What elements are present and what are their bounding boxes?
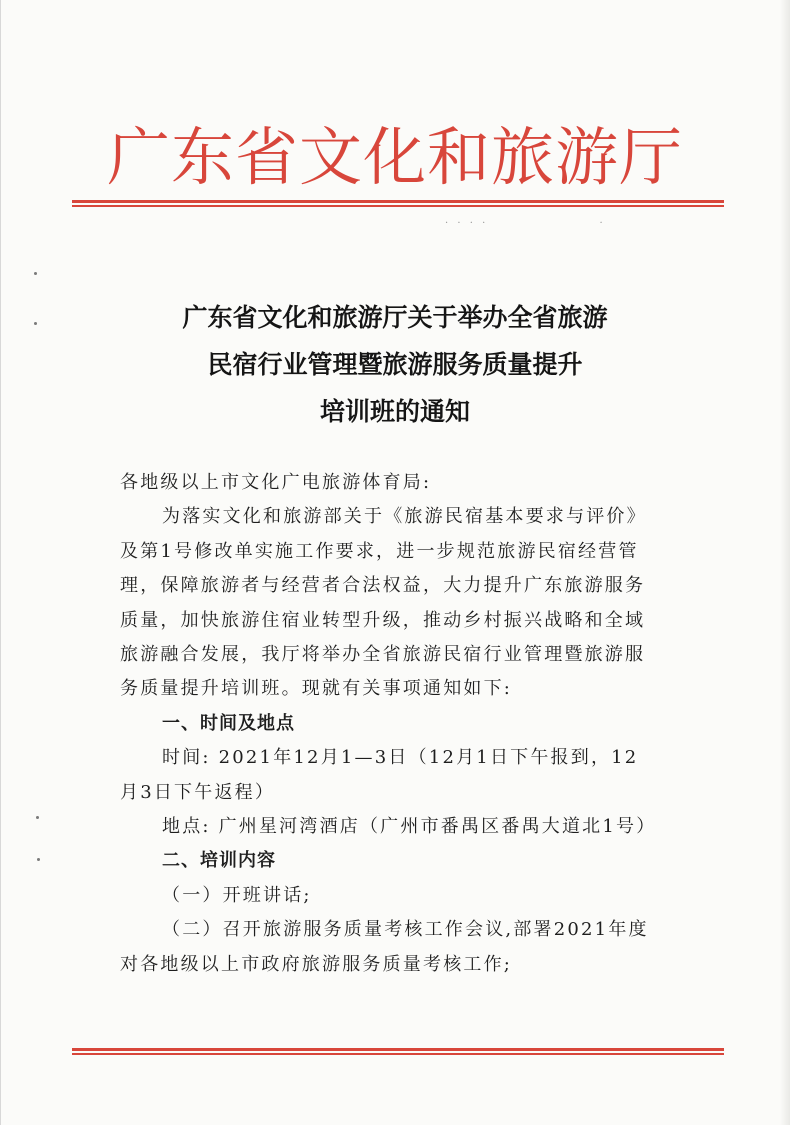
scan-speck (34, 272, 37, 275)
body-paragraph-line: 旅游融合发展，我厅将举办全省旅游民宿行业管理暨旅游服 (120, 644, 646, 666)
page-edge (0, 0, 1, 1125)
section-heading: 一、时间及地点 (162, 712, 295, 734)
list-item-continued: 对各地级以上市政府旅游服务质量考核工作; (120, 953, 513, 975)
time-line-continued: 月3日下午返程） (120, 781, 276, 803)
title-line: 广东省文化和旅游厅关于举办全省旅游 (182, 303, 608, 332)
letterhead-red-rule (72, 200, 724, 203)
document-body (120, 466, 680, 982)
list-item: （二）召开旅游服务质量考核工作会议,部署2021年度 (162, 919, 649, 941)
body-paragraph-line: 务质量提升培训班。现就有关事项通知如下: (120, 678, 513, 700)
letterhead-red-rule-secondary (72, 205, 724, 207)
document-title (100, 294, 690, 435)
document-number-faint: · · · · · (445, 218, 606, 229)
body-paragraph-line: 质量，加快旅游住宿业转型升级，推动乡村振兴战略和全域 (120, 609, 646, 631)
body-paragraph-line: 为落实文化和旅游部关于《旅游民宿基本要求与评价》 (162, 506, 647, 528)
page-edge-shadow (780, 0, 790, 1125)
letterhead-org-name: 广东省文化和旅游厅 (107, 121, 683, 194)
body-paragraph-line: 理，保障旅游者与经营者合法权益，大力提升广东旅游服务 (120, 575, 646, 597)
scan-speck (37, 858, 40, 861)
title-line: 民宿行业管理暨旅游服务质量提升 (207, 350, 583, 379)
title-line: 培训班的通知 (319, 397, 470, 426)
body-paragraph-line: 及第1号修改单实施工作要求，进一步规范旅游民宿经营管 (120, 540, 639, 562)
addressee: 各地级以上市文化广电旅游体育局: (120, 472, 432, 493)
section-heading: 二、培训内容 (162, 850, 276, 872)
scan-speck (34, 322, 37, 325)
list-item: （一）开班讲话; (162, 884, 312, 906)
footer-red-rule-secondary (72, 1053, 724, 1055)
footer-red-rule (72, 1048, 724, 1051)
time-line: 时间: 2021年12月1—3日（12月1日下午报到，12 (162, 747, 639, 769)
place-line: 地点: 广州星河湾酒店（广州市番禺区番禺大道北1号） (162, 816, 657, 838)
scan-speck (36, 816, 39, 819)
